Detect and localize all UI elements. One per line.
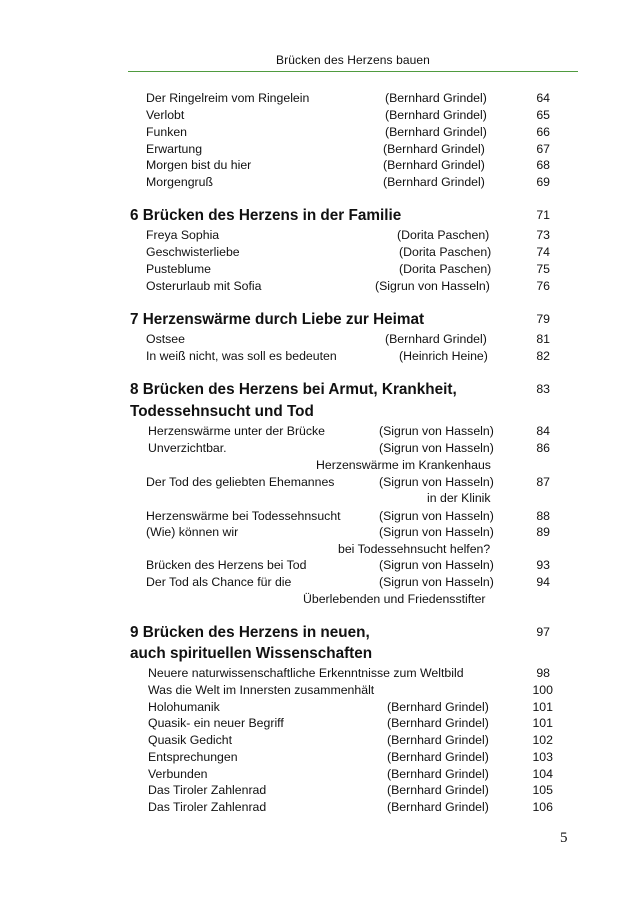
toc-entry-author: (Bernhard Grindel)	[387, 767, 489, 781]
toc-entry-title: Der Tod des geliebten Ehemannes	[146, 475, 335, 489]
toc-entry-page: 76	[536, 279, 550, 293]
toc-entry-author: (Sigrun von Hasseln)	[379, 525, 494, 539]
toc-entry-page: 88	[536, 509, 550, 523]
toc-entry-page: 105	[532, 783, 553, 797]
toc-entry-title: Verlobt	[146, 108, 185, 122]
toc-entry-title: Neuere naturwissenschaftliche Erkenntnisse zum Weltbild	[148, 666, 464, 680]
toc-entry-title: Der Tod als Chance für die	[146, 575, 292, 589]
toc-entry-author: (Bernhard Grindel)	[387, 750, 489, 764]
toc-entry-author: (Bernhard Grindel)	[385, 91, 487, 105]
toc-entry-page: 69	[536, 175, 550, 189]
toc-entry-title: Osterurlaub mit Sofia	[146, 279, 262, 293]
toc-entry-title: In weiß nicht, was soll es bedeuten	[146, 349, 337, 363]
toc-entry-subtitle: Überlebenden und Friedensstifter	[303, 592, 486, 606]
toc-entry-page: 66	[536, 125, 550, 139]
toc-entry-author: (Sigrun von Hasseln)	[379, 441, 494, 455]
toc-entry-page: 101	[532, 716, 553, 730]
toc-entry-title: Unverzichtbar.	[148, 441, 227, 455]
toc-entry-page: 87	[536, 475, 550, 489]
toc-entry-page: 101	[532, 700, 553, 714]
toc-entry-title: Quasik- ein neuer Begriff	[148, 716, 284, 730]
toc-entry-author: (Bernhard Grindel)	[385, 332, 487, 346]
section-heading: auch spirituellen Wissenschaften	[130, 645, 373, 662]
toc-entry-author: (Bernhard Grindel)	[383, 142, 485, 156]
toc-entry-page: 104	[532, 767, 553, 781]
toc-entry-title: Holohumanik	[148, 700, 220, 714]
page-number: 5	[560, 830, 568, 846]
section-page: 79	[536, 312, 550, 326]
toc-entry-title: Morgen bist du hier	[146, 158, 252, 172]
section-heading: 7 Herzenswärme durch Liebe zur Heimat	[130, 311, 425, 328]
toc-entry-author: (Bernhard Grindel)	[387, 783, 489, 797]
section-page: 71	[536, 208, 550, 222]
toc-entry-page: 81	[536, 332, 550, 346]
toc-entry-author: (Bernhard Grindel)	[383, 175, 485, 189]
toc-entry-title: Entsprechungen	[148, 750, 238, 764]
toc-entry-title: Was die Welt im Innersten zusammenhält	[148, 683, 375, 697]
toc-entry-page: 98	[536, 666, 550, 680]
toc-entry-author: (Bernhard Grindel)	[387, 800, 489, 814]
toc-entry-author: (Sigrun von Hasseln)	[379, 509, 494, 523]
toc-entry-subtitle: bei Todessehnsucht helfen?	[338, 542, 491, 556]
toc-entry-author: (Sigrun von Hasseln)	[379, 558, 494, 572]
toc-entry-title: Freya Sophia	[146, 228, 220, 242]
toc-entry-author: (Sigrun von Hasseln)	[379, 575, 494, 589]
toc-entry-author: (Dorita Paschen)	[399, 245, 492, 259]
toc-entry-author: (Heinrich Heine)	[399, 349, 488, 363]
section-heading: Todessehnsucht und Tod	[130, 403, 314, 420]
toc-entry-title: Quasik Gedicht	[148, 733, 233, 747]
toc-entry-author: (Bernhard Grindel)	[387, 716, 489, 730]
toc-entry-author: (Bernhard Grindel)	[387, 700, 489, 714]
toc-entry-author: (Dorita Paschen)	[397, 228, 490, 242]
toc-entry-title: Geschwisterliebe	[146, 245, 240, 259]
toc-entry-title: Erwartung	[146, 142, 203, 156]
toc-entry-title: Ostsee	[146, 332, 185, 346]
toc-entry-author: (Sigrun von Hasseln)	[379, 424, 494, 438]
toc-entry-author: (Sigrun von Hasseln)	[375, 279, 490, 293]
toc-entry-page: 93	[536, 558, 550, 572]
toc-entry-subtitle: in der Klinik	[427, 491, 491, 505]
toc-entry-page: 68	[536, 158, 550, 172]
toc-entry-page: 94	[536, 575, 550, 589]
toc-entry-page: 106	[532, 800, 553, 814]
toc-entry-title: Funken	[146, 125, 188, 139]
toc-entry-author: (Bernhard Grindel)	[383, 158, 485, 172]
toc-entry-title: Das Tiroler Zahlenrad	[148, 783, 267, 797]
toc-entry-subtitle: Herzenswärme im Krankenhaus	[316, 458, 491, 472]
toc-entry-title: Das Tiroler Zahlenrad	[148, 800, 267, 814]
toc-entry-author: (Bernhard Grindel)	[385, 125, 487, 139]
page-header-title: Brücken des Herzens bauen	[276, 53, 430, 67]
toc-entry-title: (Wie) können wir	[146, 525, 239, 539]
toc-entry-page: 74	[536, 245, 550, 259]
toc-entry-title: Herzenswärme unter der Brücke	[148, 424, 326, 438]
header-rule	[128, 71, 578, 72]
toc-entry-page: 84	[536, 424, 550, 438]
toc-entry-page: 67	[536, 142, 550, 156]
toc-entry-page: 100	[532, 683, 553, 697]
toc-entry-page: 82	[536, 349, 550, 363]
toc-entry-title: Verbunden	[148, 767, 208, 781]
toc-entry-page: 102	[532, 733, 553, 747]
section-heading: 8 Brücken des Herzens bei Armut, Krankheit,	[130, 381, 457, 398]
toc-entry-title: Morgengruß	[146, 175, 213, 189]
toc-entry-page: 75	[536, 262, 550, 276]
section-heading: 6 Brücken des Herzens in der Familie	[130, 207, 402, 224]
toc-entry-author: (Bernhard Grindel)	[387, 733, 489, 747]
section-page: 97	[536, 625, 550, 639]
toc-entry-page: 73	[536, 228, 550, 242]
toc-entry-title: Der Ringelreim vom Ringelein	[146, 91, 310, 105]
toc-entry-page: 86	[536, 441, 550, 455]
section-page: 83	[536, 382, 550, 396]
section-heading: 9 Brücken des Herzens in neuen,	[130, 624, 370, 641]
toc-entry-title: Herzenswärme bei Todessehnsucht	[146, 509, 341, 523]
toc-entry-author: (Dorita Paschen)	[399, 262, 492, 276]
toc-entry-page: 89	[536, 525, 550, 539]
toc-entry-title: Brücken des Herzens bei Tod	[146, 558, 307, 572]
toc-entry-page: 103	[532, 750, 553, 764]
toc-entry-author: (Bernhard Grindel)	[385, 108, 487, 122]
toc-entry-page: 65	[536, 108, 550, 122]
toc-entry-page: 64	[536, 91, 550, 105]
toc-entry-author: (Sigrun von Hasseln)	[379, 475, 494, 489]
toc-entry-title: Pusteblume	[146, 262, 211, 276]
